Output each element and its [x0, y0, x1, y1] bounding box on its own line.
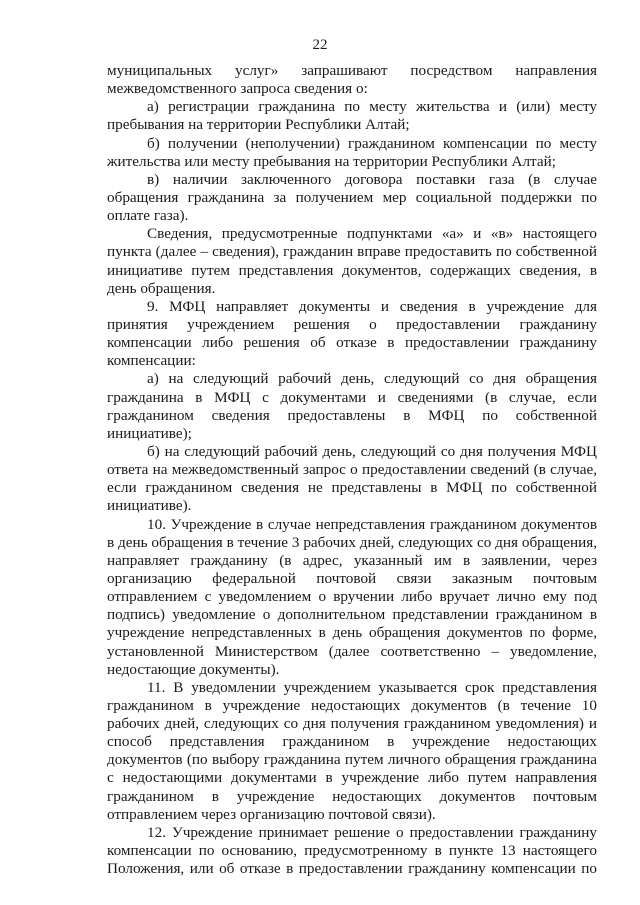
text-line: а) на следующий рабочий день, следующий со дня обращения — [147, 370, 597, 388]
text-line: способ представления гражданином в учреждение недостающих — [107, 733, 597, 751]
text-line: подпись) уведомление о дополнительном представлении гражданином в — [107, 606, 597, 624]
text-line: жительства или месту пребывания на территории Республики Алтай; — [107, 152, 556, 170]
text-line: Сведения, предусмотренные подпунктами «а» и «в» настоящего — [147, 225, 597, 243]
text-line: учреждение непредставленных в день обращения документов по форме, — [107, 624, 597, 642]
text-line: компенсации по основанию, предусмотренному в пункте 13 настоящего — [107, 842, 597, 860]
text-line: документов (по выбору гражданина путем личного обращения гражданина — [107, 751, 597, 769]
text-line: пребывания на территории Республики Алтай; — [107, 116, 410, 134]
text-line: в день обращения в течение 3 рабочих дней, следующих со дня обращения, — [107, 533, 597, 551]
text-line: а) регистрации гражданина по месту жительства и (или) месту — [147, 98, 597, 116]
text-line: день обращения. — [107, 279, 216, 297]
text-line: обращения гражданина за получением мер социальной поддержки по — [107, 188, 597, 206]
text-line: инициативе путем представления документов, содержащих сведения, в — [107, 261, 597, 279]
text-line: Положения, или об отказе в предоставлении гражданину компенсации по — [107, 860, 597, 878]
text-line: б) получении (неполучении) гражданином компенсации по месту — [147, 134, 597, 152]
text-line: ответа на межведомственный запрос о предоставлении сведений (в случае, — [107, 461, 597, 479]
text-line: отправлением через организацию почтовой связи). — [107, 805, 436, 823]
text-line: гражданином в учреждение недостающих документов (в течение 10 — [107, 696, 597, 714]
text-line: в) наличии заключенного договора поставки газа (в случае — [147, 170, 597, 188]
text-line: недостающие документы). — [107, 660, 280, 678]
text-line: с недостающими документами в учреждение либо путем направления — [107, 769, 597, 787]
text-line: направляет гражданину (в адрес, указанный им в заявлении, через — [107, 551, 597, 569]
text-line: рабочих дней, следующих со дня получения гражданином уведомления) и — [107, 715, 597, 733]
text-line: если гражданином сведения не представлены в МФЦ по собственной — [107, 479, 597, 497]
text-line: муниципальных услуг» запрашивают посредством направления — [107, 62, 597, 79]
text-line: б) на следующий рабочий день, следующий со дня получения МФЦ — [147, 442, 597, 460]
text-line: компенсации либо решения об отказе в предоставлении гражданину — [107, 334, 597, 352]
text-line: отправлением с уведомлением о вручении либо вручает лично ему под — [107, 588, 597, 606]
text-line: 11. В уведомлении учреждением указывается срок представления — [147, 678, 597, 696]
text-line: установленной Министерством (далее соответственно – уведомление, — [107, 642, 597, 660]
text-line: организацию федеральной почтовой связи заказным почтовым — [107, 569, 597, 587]
text-line: межведомственного запроса сведения о: — [107, 80, 368, 98]
text-line: пункта (далее – сведения), гражданин вправе предоставить по собственной — [107, 243, 597, 261]
text-line: гражданином в учреждение недостающих документов почтовым — [107, 787, 597, 805]
text-line: компенсации: — [107, 352, 196, 370]
text-line: 10. Учреждение в случае непредставления гражданином документов — [147, 515, 597, 533]
text-line: оплате газа). — [107, 207, 189, 225]
text-line: 12. Учреждение принимает решение о предоставлении гражданину — [147, 823, 597, 841]
text-line: 9. МФЦ направляет документы и сведения в учреждение для — [147, 297, 597, 315]
text-line: принятия учреждением решения о предоставлении гражданину — [107, 315, 597, 333]
text-line: гражданином сведения предоставлены в МФЦ по собственной — [107, 406, 597, 424]
text-line: инициативе); — [107, 424, 192, 442]
text-line: инициативе). — [107, 497, 192, 515]
page-number: 22 — [312, 37, 328, 53]
text-line: гражданина в МФЦ с документами и сведениями (в случае, если — [107, 388, 597, 406]
document-body — [107, 62, 597, 878]
